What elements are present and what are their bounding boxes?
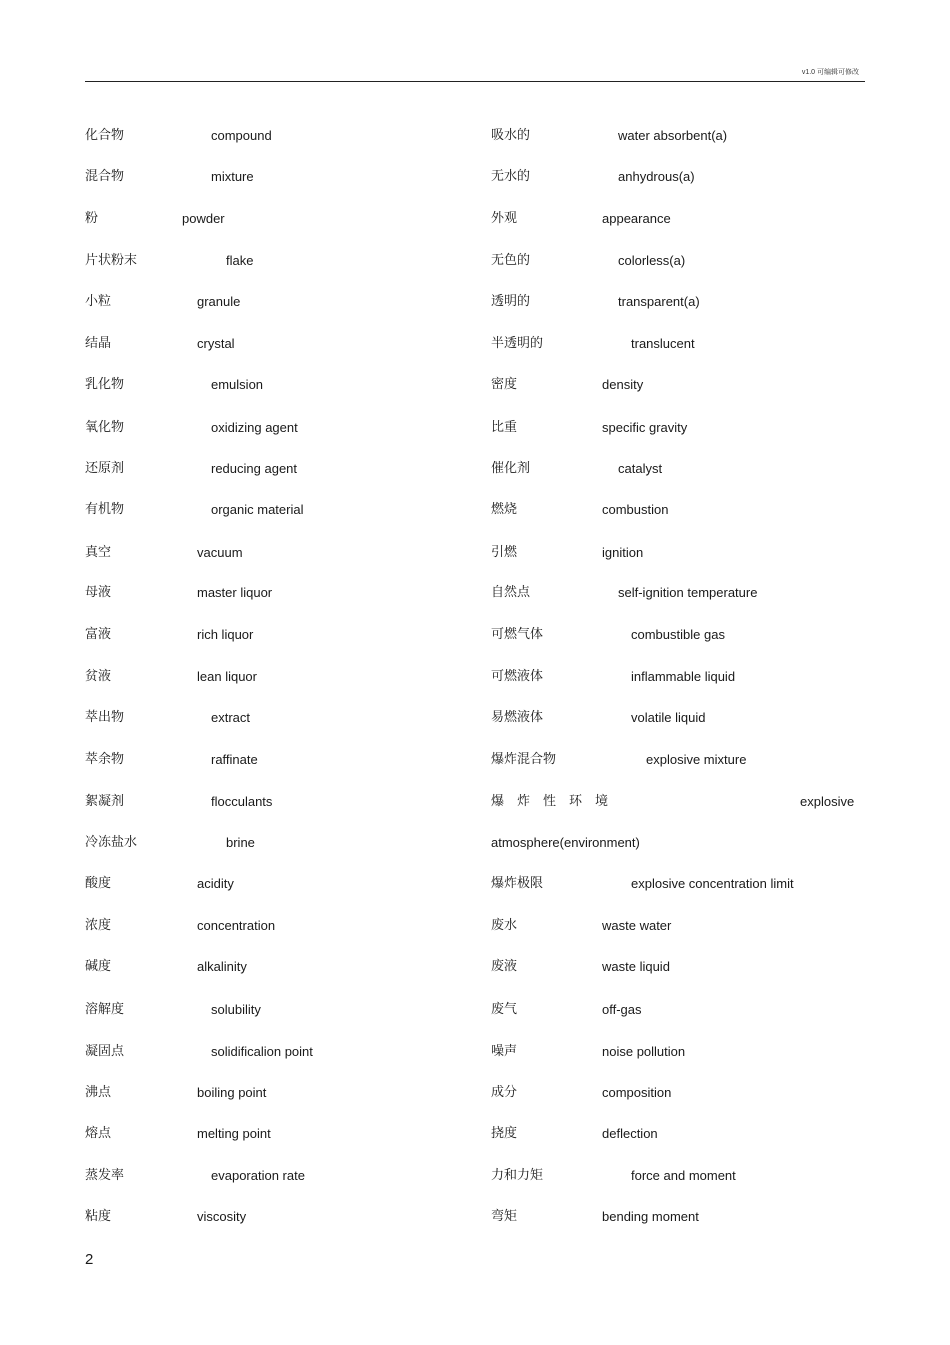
term-row bbox=[0, 1042, 950, 1062]
term-chinese-left: 萃余物 bbox=[85, 752, 125, 767]
term-english-left: evaporation rate bbox=[211, 1168, 305, 1183]
term-chinese-right: 自然点 bbox=[491, 585, 531, 600]
term-row bbox=[0, 792, 950, 812]
term-english-right: explosive concentration limit bbox=[631, 876, 794, 891]
term-english-left: powder bbox=[182, 211, 225, 226]
term-chinese-left: 酸度 bbox=[85, 876, 112, 891]
term-row bbox=[0, 916, 950, 936]
term-english-left: melting point bbox=[197, 1126, 271, 1141]
term-chinese-right: 爆 炸 性 环 境 bbox=[491, 794, 609, 809]
term-row bbox=[0, 251, 950, 271]
term-chinese-right: 废气 bbox=[491, 1002, 518, 1017]
term-english-right: combustible gas bbox=[631, 627, 725, 642]
term-row bbox=[0, 750, 950, 770]
term-english-left: mixture bbox=[211, 169, 254, 184]
term-row bbox=[0, 543, 950, 563]
term-row bbox=[0, 1166, 950, 1186]
term-row bbox=[0, 1000, 950, 1020]
term-row bbox=[0, 375, 950, 395]
term-chinese-right: 废液 bbox=[491, 959, 518, 974]
term-chinese-left: 粉 bbox=[85, 211, 99, 226]
term-english-left: alkalinity bbox=[197, 959, 247, 974]
term-chinese-left: 还原剂 bbox=[85, 461, 125, 476]
term-chinese-left: 沸点 bbox=[85, 1085, 112, 1100]
term-english-right: off-gas bbox=[602, 1002, 642, 1017]
term-english-left: granule bbox=[197, 294, 241, 309]
term-english-right: force and moment bbox=[631, 1168, 736, 1183]
term-row bbox=[0, 418, 950, 438]
term-english-left: brine bbox=[226, 835, 255, 850]
term-english-right: noise pollution bbox=[602, 1044, 686, 1059]
term-chinese-right: 燃烧 bbox=[491, 502, 518, 517]
term-english-left: compound bbox=[211, 128, 272, 143]
term-chinese-left: 贫液 bbox=[85, 669, 112, 684]
term-chinese-left: 小粒 bbox=[85, 294, 112, 309]
term-chinese-left: 化合物 bbox=[85, 128, 125, 143]
term-english-left: vacuum bbox=[197, 545, 243, 560]
term-chinese-right: 可燃气体 bbox=[491, 627, 544, 642]
term-english-left: boiling point bbox=[197, 1085, 267, 1100]
term-chinese-right: 噪声 bbox=[491, 1044, 518, 1059]
term-english-right: density bbox=[602, 377, 644, 392]
term-chinese-right: 引燃 bbox=[491, 545, 518, 560]
term-english-left: crystal bbox=[197, 336, 235, 351]
term-english-left: concentration bbox=[197, 918, 276, 933]
term-row bbox=[0, 583, 950, 603]
term-chinese-right: 力和力矩 bbox=[491, 1168, 544, 1183]
term-row bbox=[0, 459, 950, 479]
term-row bbox=[0, 1124, 950, 1144]
term-english-right: combustion bbox=[602, 502, 669, 517]
term-english-left: flake bbox=[226, 253, 254, 268]
term-english-right: catalyst bbox=[618, 461, 663, 476]
term-row bbox=[0, 667, 950, 687]
term-row bbox=[0, 167, 950, 187]
term-english-right: deflection bbox=[602, 1126, 658, 1141]
term-chinese-left: 母液 bbox=[85, 585, 112, 600]
term-chinese-left: 絮凝剂 bbox=[85, 794, 125, 809]
term-english-right: explosive bbox=[800, 794, 855, 809]
term-chinese-right: 密度 bbox=[491, 377, 518, 392]
term-chinese-right: 无水的 bbox=[491, 169, 531, 184]
term-row bbox=[0, 126, 950, 146]
term-chinese-right: 成分 bbox=[491, 1085, 518, 1100]
term-chinese-right: 爆炸混合物 bbox=[491, 752, 557, 767]
term-english-right: ignition bbox=[602, 545, 644, 560]
term-chinese-left: 碱度 bbox=[85, 959, 112, 974]
term-chinese-right: 爆炸极限 bbox=[491, 876, 544, 891]
term-english-right: volatile liquid bbox=[631, 710, 706, 725]
term-chinese-right: 催化剂 bbox=[491, 461, 531, 476]
term-chinese-left: 有机物 bbox=[85, 502, 125, 517]
term-row bbox=[0, 334, 950, 354]
term-chinese-left: 冷冻盐水 bbox=[85, 835, 138, 850]
term-english-right: bending moment bbox=[602, 1209, 699, 1224]
term-english-left: solidificalion point bbox=[211, 1044, 313, 1059]
term-english-right: appearance bbox=[602, 211, 671, 226]
term-row bbox=[0, 957, 950, 977]
term-chinese-left: 凝固点 bbox=[85, 1044, 125, 1059]
term-english-left: oxidizing agent bbox=[211, 420, 298, 435]
term-chinese-left: 混合物 bbox=[85, 169, 125, 184]
term-chinese-left: 片状粉末 bbox=[85, 253, 138, 268]
term-chinese-right: 透明的 bbox=[491, 294, 531, 309]
term-english-right: specific gravity bbox=[602, 420, 688, 435]
term-chinese-right: atmosphere(environment) bbox=[491, 835, 640, 850]
term-chinese-left: 蒸发率 bbox=[85, 1168, 125, 1183]
term-row bbox=[0, 874, 950, 894]
term-chinese-right: 弯矩 bbox=[491, 1209, 518, 1224]
term-row bbox=[0, 833, 950, 853]
term-english-right: water absorbent(a) bbox=[618, 128, 728, 143]
term-chinese-left: 结晶 bbox=[85, 336, 112, 351]
term-english-right: colorless(a) bbox=[618, 253, 686, 268]
term-english-right: waste water bbox=[602, 918, 672, 933]
term-chinese-left: 真空 bbox=[85, 545, 112, 560]
term-english-right: composition bbox=[602, 1085, 672, 1100]
term-chinese-right: 无色的 bbox=[491, 253, 531, 268]
header-version-text: v1.0 可编辑可修改 bbox=[801, 69, 859, 76]
term-english-left: solubility bbox=[211, 1002, 261, 1017]
term-chinese-left: 粘度 bbox=[85, 1209, 112, 1224]
term-english-right: explosive mixture bbox=[646, 752, 747, 767]
term-english-left: extract bbox=[211, 710, 251, 725]
term-english-left: flocculants bbox=[211, 794, 273, 809]
term-english-left: acidity bbox=[197, 876, 234, 891]
term-chinese-left: 氧化物 bbox=[85, 420, 125, 435]
term-chinese-left: 富液 bbox=[85, 627, 112, 642]
term-row bbox=[0, 500, 950, 520]
term-chinese-right: 易燃液体 bbox=[491, 710, 544, 725]
term-english-left: organic material bbox=[211, 502, 304, 517]
term-chinese-right: 外观 bbox=[491, 211, 518, 226]
term-english-right: self-ignition temperature bbox=[618, 585, 758, 600]
term-chinese-right: 可燃液体 bbox=[491, 669, 544, 684]
page-number: 2 bbox=[85, 1251, 94, 1268]
term-english-right: transparent(a) bbox=[618, 294, 700, 309]
term-chinese-left: 乳化物 bbox=[85, 377, 125, 392]
term-chinese-right: 废水 bbox=[491, 918, 518, 933]
term-row bbox=[0, 708, 950, 728]
term-english-right: inflammable liquid bbox=[631, 669, 736, 684]
term-english-left: lean liquor bbox=[197, 669, 257, 684]
term-chinese-left: 萃出物 bbox=[85, 710, 125, 725]
term-chinese-left: 浓度 bbox=[85, 918, 112, 933]
term-chinese-right: 挠度 bbox=[491, 1126, 518, 1141]
term-row bbox=[0, 1207, 950, 1227]
term-english-left: emulsion bbox=[211, 377, 264, 392]
term-chinese-right: 吸水的 bbox=[491, 128, 531, 143]
term-english-right: anhydrous(a) bbox=[618, 169, 695, 184]
term-english-left: rich liquor bbox=[197, 627, 254, 642]
term-chinese-left: 熔点 bbox=[85, 1126, 112, 1141]
term-row bbox=[0, 1083, 950, 1103]
term-english-left: reducing agent bbox=[211, 461, 298, 476]
term-english-left: viscosity bbox=[197, 1209, 247, 1224]
term-row bbox=[0, 292, 950, 312]
term-chinese-right: 半透明的 bbox=[491, 336, 544, 351]
header-rule bbox=[85, 81, 865, 82]
term-chinese-right: 比重 bbox=[491, 420, 518, 435]
term-english-left: master liquor bbox=[197, 585, 273, 600]
term-row bbox=[0, 209, 950, 229]
term-english-left: raffinate bbox=[211, 752, 258, 767]
term-row bbox=[0, 625, 950, 645]
term-english-right: translucent bbox=[631, 336, 695, 351]
term-english-right: waste liquid bbox=[602, 959, 670, 974]
term-chinese-left: 溶解度 bbox=[85, 1002, 125, 1017]
